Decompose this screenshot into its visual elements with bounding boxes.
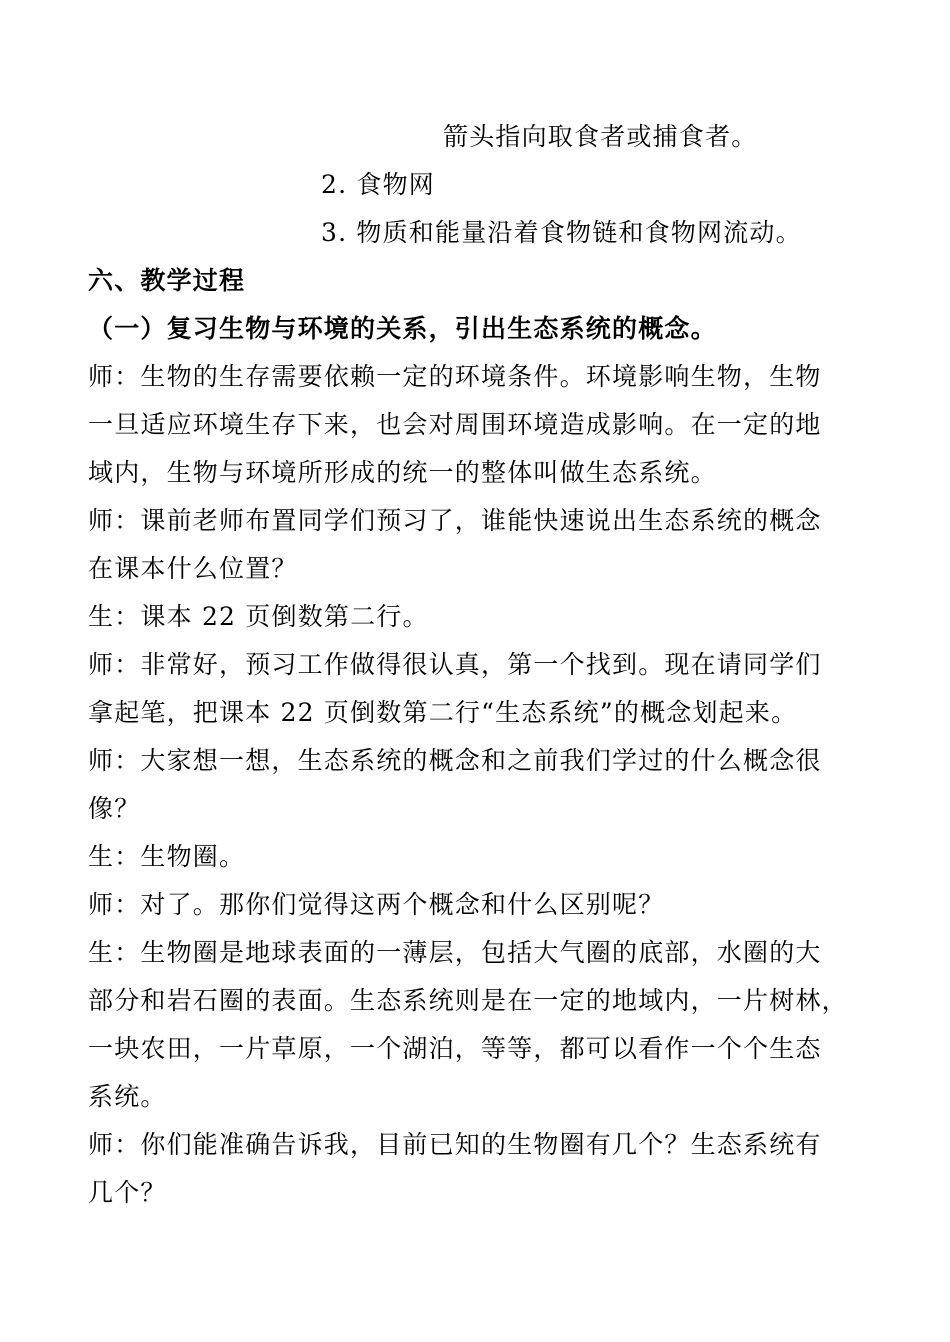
list-item-food-web: 2. 食物网 bbox=[321, 170, 435, 199]
text-line: 在课本什么位置？ bbox=[88, 554, 298, 583]
text-line: 生：生物圈是地球表面的一薄层，包括大气圈的底部，水圈的大 bbox=[88, 938, 822, 967]
text-line: 像？ bbox=[88, 794, 141, 823]
section-heading: 六、教学过程 bbox=[88, 266, 246, 295]
text-line: 师：课前老师布置同学们预习了，谁能快速说出生态系统的概念 bbox=[88, 506, 822, 535]
text-line: 箭头指向取食者或捕食者。 bbox=[443, 122, 758, 151]
text-line: 系统。 bbox=[88, 1082, 167, 1111]
text-line: 师：非常好，预习工作做得很认真，第一个找到。现在请同学们 bbox=[88, 650, 822, 679]
text-line: 拿起笔，把课本 22 页倒数第二行“生态系统”的概念划起来。 bbox=[88, 698, 798, 727]
text-line: 师：大家想一想，生态系统的概念和之前我们学过的什么概念很 bbox=[88, 746, 822, 775]
text-line: 几个？ bbox=[88, 1178, 167, 1207]
text-line: 师：对了。那你们觉得这两个概念和什么区别呢？ bbox=[88, 890, 665, 919]
text-line: 域内，生物与环境所形成的统一的整体叫做生态系统。 bbox=[88, 458, 717, 487]
text-line: 一旦适应环境生存下来，也会对周围环境造成影响。在一定的地 bbox=[88, 410, 822, 439]
text-line: 部分和岩石圈的表面。生态系统则是在一定的地域内，一片树林， bbox=[88, 986, 848, 1015]
text-line: 生：生物圈。 bbox=[88, 842, 246, 871]
subsection-heading: （一）复习生物与环境的关系，引出生态系统的概念。 bbox=[88, 314, 717, 343]
text-line: 一块农田，一片草原，一个湖泊，等等，都可以看作一个个生态 bbox=[88, 1034, 822, 1063]
list-item-energy-flow: 3. 物质和能量沿着食物链和食物网流动。 bbox=[321, 218, 802, 247]
text-line: 生：课本 22 页倒数第二行。 bbox=[88, 602, 429, 631]
text-line: 师：你们能准确告诉我，目前已知的生物圈有几个？生态系统有 bbox=[88, 1130, 822, 1159]
text-line: 师：生物的生存需要依赖一定的环境条件。环境影响生物，生物 bbox=[88, 362, 822, 391]
